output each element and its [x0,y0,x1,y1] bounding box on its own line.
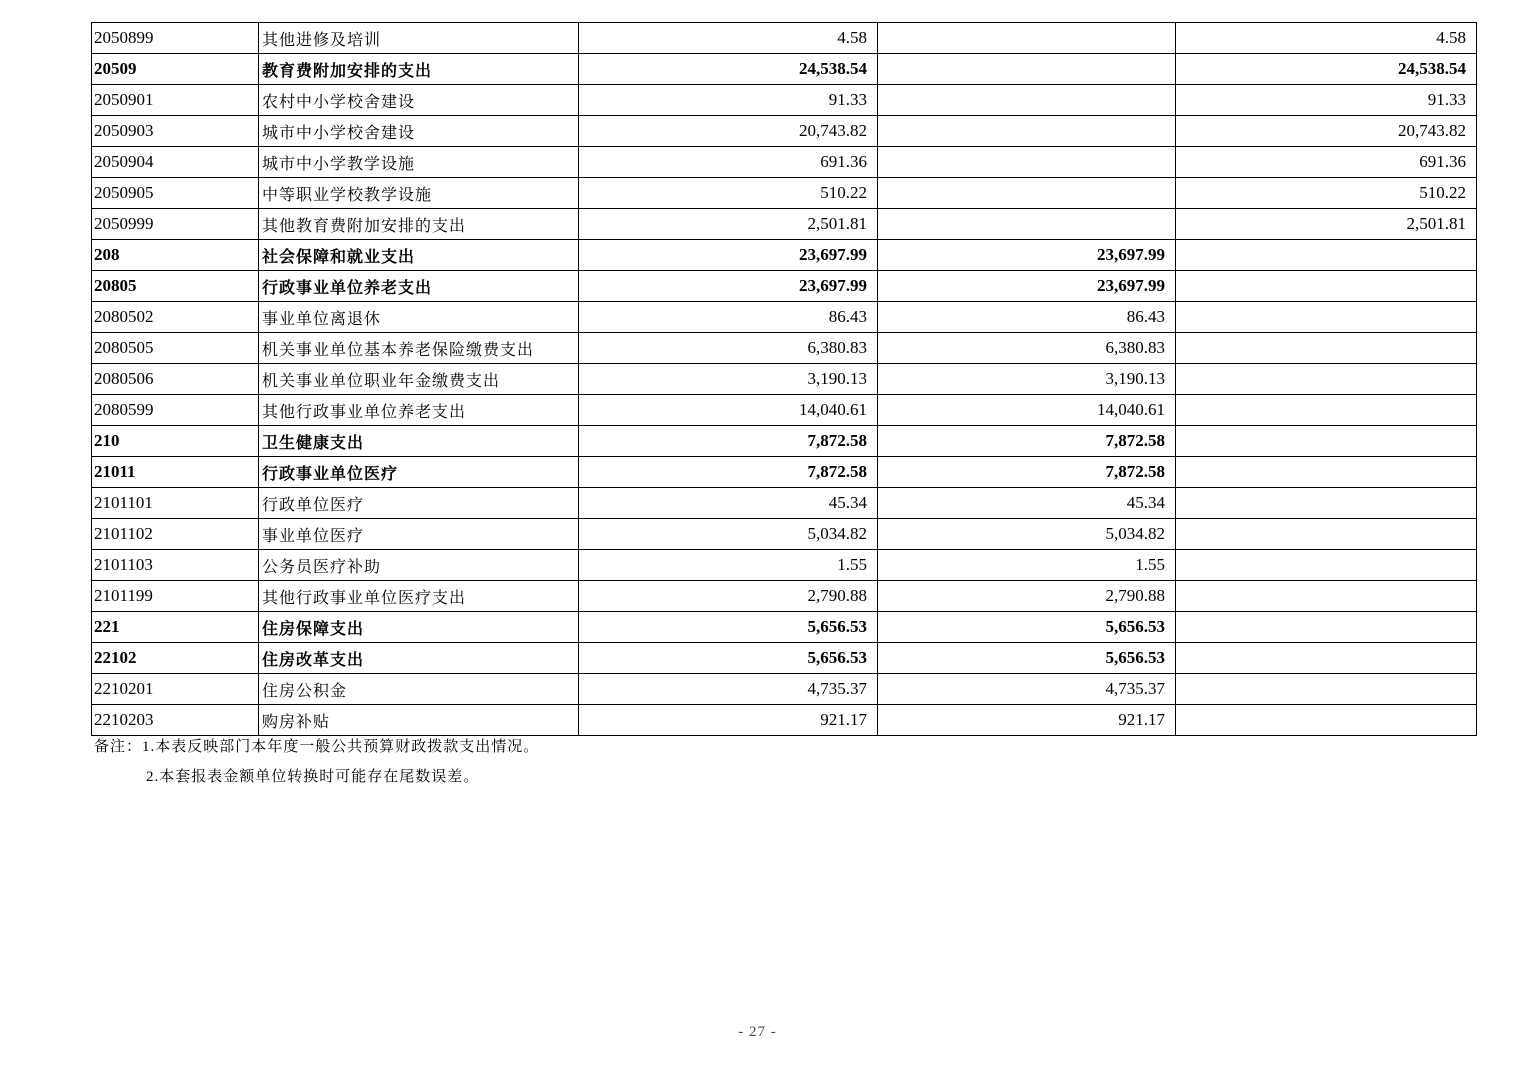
basic-expenditure-cell: 14,040.61 [878,395,1176,426]
code-cell: 20509 [92,54,259,85]
table-row [92,147,1477,178]
basic-expenditure-cell: 3,190.13 [878,364,1176,395]
table-row [92,581,1477,612]
basic-expenditure-cell: 1.55 [878,550,1176,581]
code-cell: 2101102 [92,519,259,550]
basic-expenditure-cell [878,54,1176,85]
code-cell: 21011 [92,457,259,488]
basic-expenditure-cell: 86.43 [878,302,1176,333]
total-cell: 4.58 [579,23,878,54]
basic-expenditure-cell: 6,380.83 [878,333,1176,364]
table-row [92,116,1477,147]
name-cell: 社会保障和就业支出 [259,240,579,271]
total-cell: 2,501.81 [579,209,878,240]
total-cell: 691.36 [579,147,878,178]
table-row [92,612,1477,643]
project-expenditure-cell [1176,426,1477,457]
code-cell: 221 [92,612,259,643]
project-expenditure-cell [1176,457,1477,488]
basic-expenditure-cell: 45.34 [878,488,1176,519]
note-line-1: 备注：1.本表反映部门本年度一般公共预算财政拨款支出情况。 [94,739,540,755]
total-cell: 86.43 [579,302,878,333]
basic-expenditure-cell [878,209,1176,240]
total-cell: 45.34 [579,488,878,519]
total-cell: 5,656.53 [579,643,878,674]
name-cell: 事业单位医疗 [259,519,579,550]
total-cell: 23,697.99 [579,271,878,302]
table-row [92,209,1477,240]
project-expenditure-cell: 24,538.54 [1176,54,1477,85]
basic-expenditure-cell [878,23,1176,54]
project-expenditure-cell [1176,395,1477,426]
code-cell: 2080505 [92,333,259,364]
total-cell: 23,697.99 [579,240,878,271]
project-expenditure-cell [1176,364,1477,395]
page-number: - 27 - [738,1024,777,1040]
table-row [92,240,1477,271]
table-row [92,550,1477,581]
table-row [92,364,1477,395]
total-cell: 921.17 [579,705,878,736]
name-cell: 城市中小学校舍建设 [259,116,579,147]
project-expenditure-cell: 2,501.81 [1176,209,1477,240]
table-row [92,178,1477,209]
name-cell: 行政单位医疗 [259,488,579,519]
code-cell: 2080599 [92,395,259,426]
code-cell: 2050999 [92,209,259,240]
code-cell: 2080506 [92,364,259,395]
project-expenditure-cell: 510.22 [1176,178,1477,209]
name-cell: 住房公积金 [259,674,579,705]
table-row [92,271,1477,302]
total-cell: 91.33 [579,85,878,116]
total-cell: 5,034.82 [579,519,878,550]
name-cell: 事业单位离退休 [259,302,579,333]
basic-expenditure-cell: 921.17 [878,705,1176,736]
basic-expenditure-cell [878,85,1176,116]
basic-expenditure-cell: 5,034.82 [878,519,1176,550]
basic-expenditure-cell: 23,697.99 [878,271,1176,302]
project-expenditure-cell [1176,271,1477,302]
name-cell: 中等职业学校教学设施 [259,178,579,209]
project-expenditure-cell [1176,519,1477,550]
table-row [92,643,1477,674]
basic-expenditure-cell: 7,872.58 [878,426,1176,457]
total-cell: 14,040.61 [579,395,878,426]
project-expenditure-cell [1176,674,1477,705]
project-expenditure-cell [1176,550,1477,581]
project-expenditure-cell [1176,581,1477,612]
table-row [92,519,1477,550]
name-cell: 农村中小学校舍建设 [259,85,579,116]
name-cell: 行政事业单位养老支出 [259,271,579,302]
table-row [92,426,1477,457]
name-cell: 住房保障支出 [259,612,579,643]
table-row [92,674,1477,705]
project-expenditure-cell [1176,302,1477,333]
basic-expenditure-cell [878,147,1176,178]
table-row [92,23,1477,54]
name-cell: 卫生健康支出 [259,426,579,457]
code-cell: 2050903 [92,116,259,147]
total-cell: 5,656.53 [579,612,878,643]
basic-expenditure-cell [878,116,1176,147]
code-cell: 2210201 [92,674,259,705]
basic-expenditure-cell: 2,790.88 [878,581,1176,612]
code-cell: 2080502 [92,302,259,333]
code-cell: 2050901 [92,85,259,116]
name-cell: 购房补贴 [259,705,579,736]
project-expenditure-cell [1176,240,1477,271]
name-cell: 其他行政事业单位养老支出 [259,395,579,426]
total-cell: 3,190.13 [579,364,878,395]
total-cell: 6,380.83 [579,333,878,364]
name-cell: 住房改革支出 [259,643,579,674]
code-cell: 210 [92,426,259,457]
project-expenditure-cell [1176,333,1477,364]
budget-table [91,22,1477,736]
table-row [92,333,1477,364]
name-cell: 行政事业单位医疗 [259,457,579,488]
total-cell: 2,790.88 [579,581,878,612]
table-row [92,302,1477,333]
table-row [92,395,1477,426]
project-expenditure-cell: 691.36 [1176,147,1477,178]
basic-expenditure-cell: 5,656.53 [878,612,1176,643]
total-cell: 510.22 [579,178,878,209]
name-cell: 教育费附加安排的支出 [259,54,579,85]
basic-expenditure-cell [878,178,1176,209]
total-cell: 4,735.37 [579,674,878,705]
project-expenditure-cell [1176,612,1477,643]
table-row [92,457,1477,488]
project-expenditure-cell [1176,643,1477,674]
code-cell: 22102 [92,643,259,674]
name-cell: 机关事业单位基本养老保险缴费支出 [259,333,579,364]
basic-expenditure-cell: 23,697.99 [878,240,1176,271]
project-expenditure-cell: 4.58 [1176,23,1477,54]
table-row [92,488,1477,519]
total-cell: 24,538.54 [579,54,878,85]
name-cell: 其他行政事业单位医疗支出 [259,581,579,612]
name-cell: 公务员医疗补助 [259,550,579,581]
basic-expenditure-cell: 7,872.58 [878,457,1176,488]
note-line-2: 2.本套报表金额单位转换时可能存在尾数误差。 [146,769,480,785]
code-cell: 2210203 [92,705,259,736]
total-cell: 1.55 [579,550,878,581]
name-cell: 城市中小学教学设施 [259,147,579,178]
name-cell: 其他教育费附加安排的支出 [259,209,579,240]
total-cell: 7,872.58 [579,426,878,457]
project-expenditure-cell: 91.33 [1176,85,1477,116]
code-cell: 2101199 [92,581,259,612]
total-cell: 20,743.82 [579,116,878,147]
basic-expenditure-cell: 5,656.53 [878,643,1176,674]
code-cell: 2101101 [92,488,259,519]
total-cell: 7,872.58 [579,457,878,488]
table-row [92,54,1477,85]
code-cell: 20805 [92,271,259,302]
table-body [92,23,1477,736]
code-cell: 2101103 [92,550,259,581]
project-expenditure-cell: 20,743.82 [1176,116,1477,147]
basic-expenditure-cell: 4,735.37 [878,674,1176,705]
code-cell: 2050899 [92,23,259,54]
code-cell: 2050905 [92,178,259,209]
table-row [92,705,1477,736]
code-cell: 208 [92,240,259,271]
project-expenditure-cell [1176,488,1477,519]
project-expenditure-cell [1176,705,1477,736]
code-cell: 2050904 [92,147,259,178]
name-cell: 机关事业单位职业年金缴费支出 [259,364,579,395]
table-row [92,85,1477,116]
name-cell: 其他进修及培训 [259,23,579,54]
